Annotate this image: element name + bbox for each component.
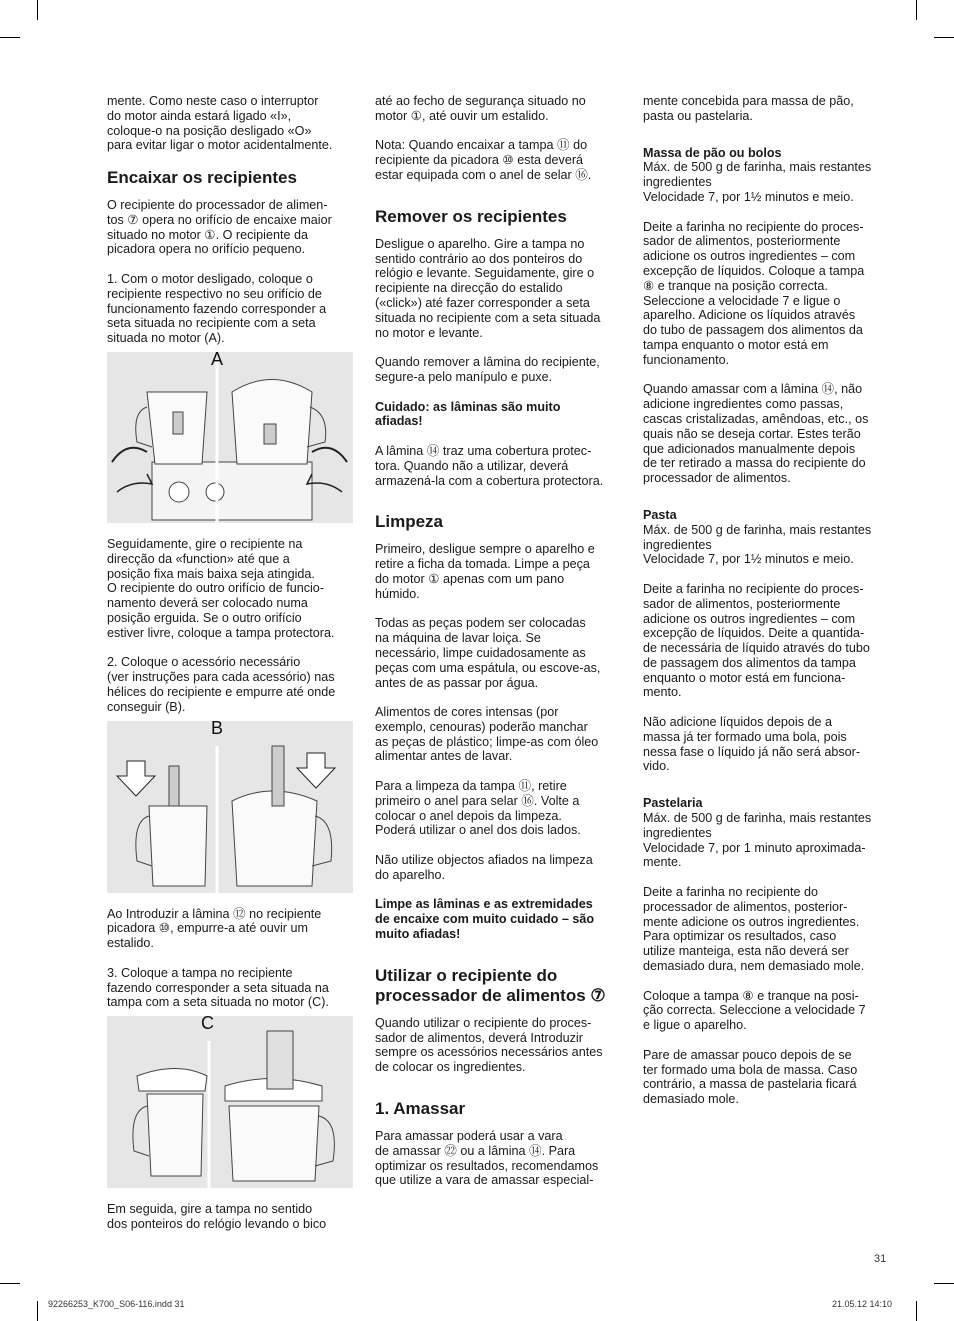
paragraph: Ao Introduzir a lâmina ⑫ no recipiente picadora ⑩, empurre-a até ouvir um estalido. [107, 906, 322, 951]
paragraph: Desligue o aparelho. Gire a tampa no sentido contrário ao dos ponteiros do relógio e levante. Seguidamente, gire o recipiente na direcção do estalido («click») até fazer corresponder a seta situada no recipiente com a seta situada no motor e levante. [375, 236, 601, 340]
crop-mark [0, 37, 20, 38]
figure-c [107, 1016, 353, 1188]
crop-mark [37, 1301, 38, 1321]
paragraph: Deite a farinha no recipiente do processador de alimentos, posterior- mente adicione os outros ingredientes. Para optimizar os resultados, caso utilize manteiga, esta não deverá ser demasiado dura, nem demasiado mole. [643, 885, 865, 974]
paragraph: O recipiente do processador de alimen- tos ⑦ opera no orifício de encaixe maior situado no motor ①. O recipiente da picadora opera no orifício pequeno. [107, 197, 332, 257]
figure-b [107, 721, 353, 893]
heading-remover: Remover os recipientes [375, 206, 567, 226]
column-2 [375, 94, 625, 1203]
paragraph: Deite a farinha no recipiente do proces- sador de alimentos, posteriormente adicione os outros ingredientes – com excepção de líquidos. Deite a quantida- de necessária de líquido através do tubo de passagem dos alimentos da tampa enquanto o motor está em funciona- mento. [643, 581, 870, 700]
column-3 [643, 94, 893, 1122]
paragraph: Máx. de 500 g de farinha, mais restantes ingredientes Velocidade 7, por 1½ minutos e meio. [643, 160, 872, 204]
footer-date: 21.05.12 14:10 [832, 1299, 893, 1309]
subheading-pastelaria: Pastelaria [643, 796, 703, 811]
page-number: 31 [874, 1253, 887, 1265]
crop-mark [0, 1283, 20, 1284]
paragraph: Coloque a tampa ⑧ e tranque na posi- ção correcta. Seleccione a velocidade 7 e ligue o aparelho. [643, 988, 866, 1033]
crop-mark [934, 1283, 954, 1284]
paragraph: 3. Coloque a tampa no recipiente fazendo corresponder a seta situada na tampa com a seta situada no motor (C). [107, 965, 329, 1010]
paragraph: Em seguida, gire a tampa no sentido dos ponteiros do relógio levando o bico [107, 1202, 327, 1231]
paragraph: 1. Com o motor desligado, coloque o recipiente respectivo no seu orifício de funcionamento fazendo corresponder a seta situada no recipiente com a seta situada no motor (A). [107, 271, 327, 346]
paragraph: Pare de amassar pouco depois de se ter formado uma bola de massa. Caso contrário, a massa de pastelaria ficará demasiado mole. [643, 1047, 858, 1107]
paragraph: Seguidamente, gire o recipiente na direcção da «function» até que a posição fixa mais baixa seja atingida. O recipiente do outro orifício de funcio- namento deverá ser colocado numa posição erguida. Se o outro orifício estiver livre, coloque a tampa protectora. [107, 536, 335, 640]
paragraph: Para amassar poderá usar a vara de amassar ㉒ ou a lâmina ⑭. Para optimizar os resultados, recomendamos que utilize a vara de amassar especial- [375, 1129, 599, 1188]
crop-mark [934, 37, 954, 38]
paragraph: mente concebida para massa de pão, pasta ou pastelaria. [643, 94, 854, 123]
paragraph: Alimentos de cores intensas (por exemplo, cenouras) poderão manchar as peças de plástico; limpe-as com óleo alimentar antes de lavar. [375, 705, 599, 764]
paragraph: Deite a farinha no recipiente do proces- sador de alimentos, posteriormente adicione os outros ingredientes – com excepção de líquidos. Coloque a tampa ⑧ e tranque na posição correcta. Seleccione a velocidade 7 e ligue o aparelho. Adicione os líquidos através do tubo de passagem dos alimentos da tampa enquanto o motor está em funcionamento. [643, 219, 865, 367]
crop-mark [916, 1301, 917, 1321]
paragraph: A lâmina ⑭ traz uma cobertura protec- tora. Quando não a utilizar, deverá armazená-la com a cobertura protectora. [375, 443, 604, 488]
food-processor-illustration-b [107, 721, 353, 893]
paragraph: Quando remover a lâmina do recipiente, segure-a pelo manípulo e puxe. [375, 355, 600, 384]
paragraph: Para a limpeza da tampa ⑪, retire primeiro o anel para selar ⑯. Volte a colocar o anel depois da limpeza. Poderá utilizar o anel dos dois lados. [375, 779, 581, 838]
warning-text: Limpe as lâminas e as extremidades de encaixe com muito cuidado – são muito afiadas! [375, 897, 595, 942]
paragraph: Nota: Quando encaixar a tampa ⑪ do recipiente da picadora ⑩ esta deverá estar equipada com o anel de selar ⑯. [375, 138, 592, 182]
paragraph: Primeiro, desligue sempre o aparelho e retire a ficha da tomada. Limpe a peça do motor ① apenas com um pano húmido. [375, 542, 595, 601]
paragraph: Não adicione líquidos depois de a massa já ter formado uma bola, pois nessa fase o líquido já não será absor- vido. [643, 715, 861, 774]
warning-text: Cuidado: as lâminas são muito afiadas! [375, 399, 561, 429]
paragraph: Quando amassar com a lâmina ⑭, não adicione ingredientes como passas, cascas cristalizadas, amêndoas, etc., os quais não se deseja cortar. Estes terão que adicionados manualmente depois de ter retirado a massa do recipiente do processador de alimentos. [643, 382, 869, 486]
heading-limpeza: Limpeza [375, 512, 444, 532]
crop-mark [37, 0, 38, 20]
footer-file-info: 92266253_K700_S06-116.indd 31 [48, 1299, 185, 1309]
paragraph: mente. Como neste caso o interruptor do motor ainda estará ligado «I», coloque-o na posição desligado «O» para evitar ligar o motor acidentalmente. [107, 94, 333, 153]
paragraph: Máx. de 500 g de farinha, mais restantes ingredientes Velocidade 7, por 1 minuto aproximada- mente. [643, 811, 872, 870]
heading-encaixar: Encaixar os recipientes [107, 167, 297, 187]
paragraph: 2. Coloque o acessório necessário (ver instruções para cada acessório) nas hélices do recipiente e empurre até onde conseguir (B). [107, 655, 336, 714]
crop-mark [916, 0, 917, 20]
heading-utilizar: Utilizar o recipiente do processador de alimentos ⑦ [375, 965, 606, 1005]
heading-amassar: 1. Amassar [375, 1099, 466, 1119]
paragraph: até ao fecho de segurança situado no motor ①, até ouvir um estalido. [375, 94, 586, 123]
subheading-massa-de-pao: Massa de pão ou bolos [643, 145, 782, 160]
figure-a [107, 352, 353, 523]
figure-label: B [211, 720, 224, 738]
food-processor-illustration-a [107, 352, 353, 523]
column-1 [107, 94, 355, 1246]
figure-label: C [201, 1016, 214, 1034]
paragraph: Quando utilizar o recipiente do proces- sador de alimentos, deverá Introduzir sempre os acessórios necessários antes de colocar os ingredientes. [375, 1015, 603, 1075]
subheading-pasta: Pasta [643, 507, 677, 522]
paragraph: Todas as peças podem ser colocadas na máquina de lavar loiça. Se necessário, limpe cuidadosamente as peças com uma espátula, ou escove-as, antes de as passar por água. [375, 616, 601, 690]
figure-label: A [211, 351, 224, 369]
paragraph: Não utilize objectos afiados na limpeza do aparelho. [375, 853, 593, 882]
food-processor-illustration-c [107, 1016, 353, 1188]
paragraph: Máx. de 500 g de farinha, mais restantes ingredientes Velocidade 7, por 1½ minutos e meio. [643, 522, 872, 567]
